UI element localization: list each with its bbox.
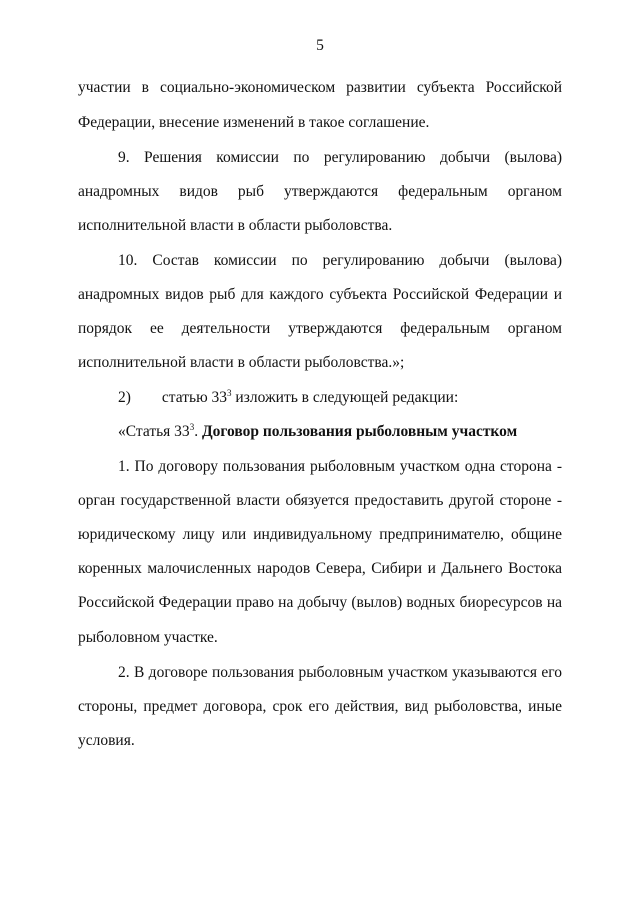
article-point-1-line: рыболовном участке. <box>78 629 218 646</box>
paragraph-9-line: анадромных видов рыб утверждаются федеральным органом <box>78 183 562 200</box>
paragraph-9-line: 9. Решения комиссии по регулированию добычи (вылова) <box>118 149 562 166</box>
article-point-2-line: 2. В договоре пользования рыболовным участком указываются его <box>118 664 562 681</box>
item-2-text: изложить в следующей редакции: <box>231 389 459 406</box>
item-2-number: 2) <box>118 389 131 406</box>
article-label: «Статья 33 <box>118 423 190 440</box>
article-point-2-line: условия. <box>78 732 135 749</box>
superscript: 3 <box>227 388 232 398</box>
article-point-2-line: стороны, предмет договора, срок его действия, вид рыболовства, иные <box>78 698 562 715</box>
text-line: Федерации, внесение изменений в такое соглашение. <box>78 114 430 131</box>
item-2-line <box>118 389 562 407</box>
paragraph-10-line: анадромных видов рыб для каждого субъекта Российской Федерации и <box>78 286 562 303</box>
page-number: 5 <box>316 37 324 54</box>
superscript: 3 <box>189 422 195 432</box>
item-2-text: статью 33 <box>161 389 228 406</box>
paragraph-10-line: 10. Состав комиссии по регулированию добычи (вылова) <box>118 252 562 269</box>
article-point-1-line: юридическому лицу или индивидуальному предпринимателю, общине <box>78 526 562 543</box>
article-title: Договор пользования рыболовным участком <box>201 423 518 440</box>
article-point-1-line: Российской Федерации право на добычу (вылов) водных биоресурсов на <box>78 594 562 611</box>
article-separator: . <box>194 423 202 440</box>
article-heading <box>118 423 562 441</box>
article-point-1-line: коренных малочисленных народов Севера, Сибири и Дальнего Востока <box>78 560 562 577</box>
paragraph-9-line: исполнительной власти в области рыболовства. <box>78 217 393 234</box>
article-point-1-line: орган государственной власти обязуется предоставить другой стороне - <box>78 492 562 509</box>
text-line: участии в социально-экономическом развитии субъекта Российской <box>78 79 562 96</box>
article-point-1-line: 1. По договору пользования рыболовным участком одна сторона - <box>118 458 562 475</box>
paragraph-10-line: порядок ее деятельности утверждаются федеральным органом <box>78 320 562 337</box>
paragraph-10-line: исполнительной власти в области рыболовства.»; <box>78 354 405 371</box>
